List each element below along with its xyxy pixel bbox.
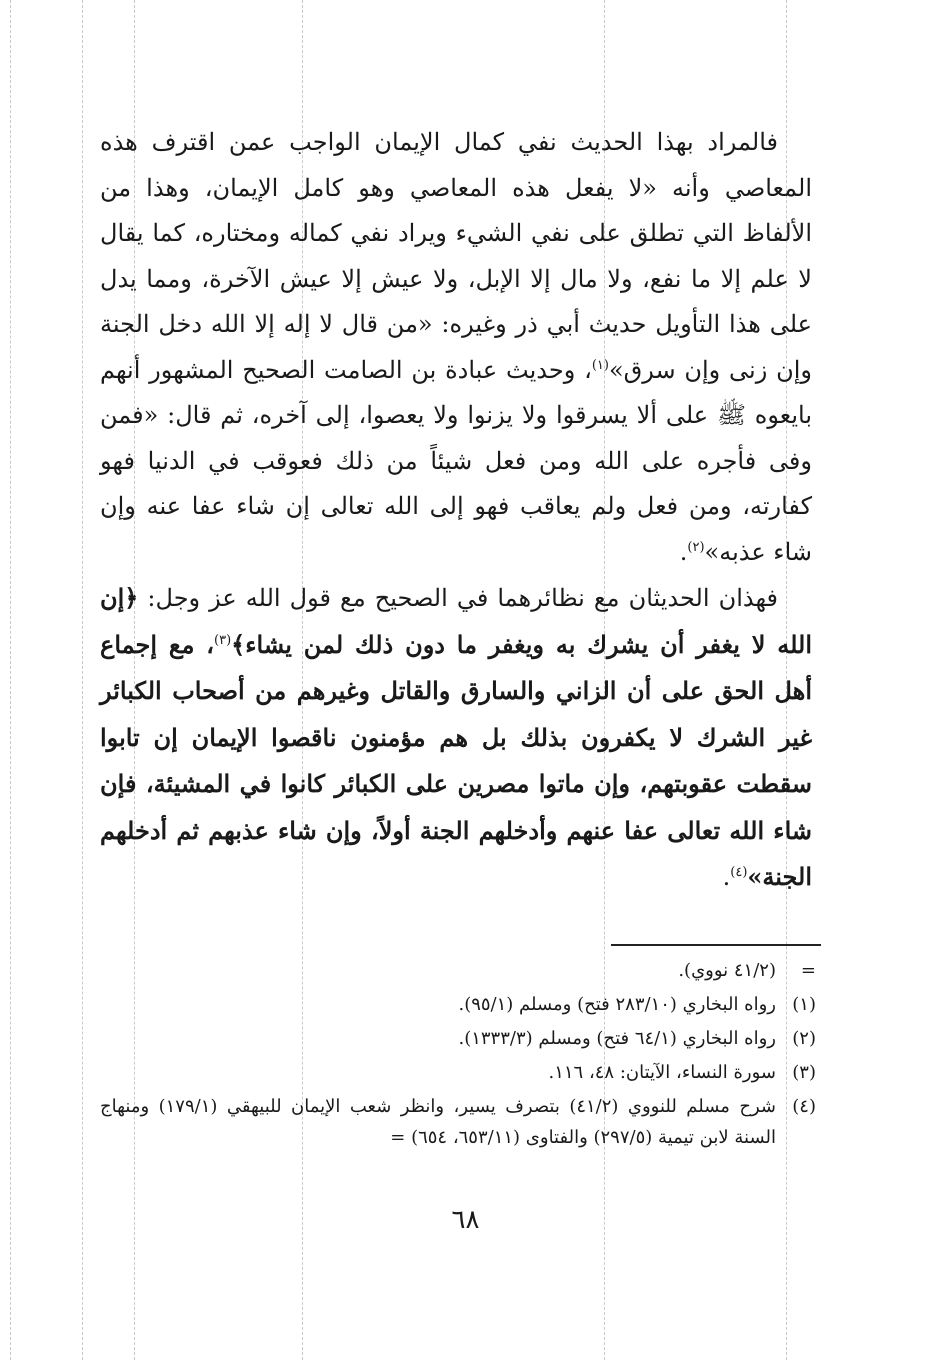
paragraph-text [100,120,812,575]
footnote-ref-3: (٣) [214,632,232,648]
footnotes-section [100,955,816,1156]
body-paragraph-2 [100,575,812,901]
footnote-4 [100,1091,816,1153]
footnote-separator [611,944,821,946]
footnote-continuation [100,955,816,986]
footnote-number: (٤) [792,1096,816,1117]
footnote-number: (١) [792,994,816,1015]
quran-verse: ﴿إن الله لا يغفر أن يشرك به ويغفر ما دون ذلك لمن يشاء﴾ [100,583,812,659]
scan-guide-line [10,0,11,1360]
footnote-ref-4: (٤) [730,865,748,880]
footnote-marker: = [800,960,816,981]
footnote-2 [100,1023,816,1054]
footnote-ref-2: (٢) [687,539,705,555]
footnote-number: (٢) [792,1028,816,1049]
footnote-number: (٣) [792,1062,816,1083]
footnote-text: سورة النساء، الآيتان: ٤٨، ١١٦. [548,1062,776,1083]
footnote-text: رواه البخاري (٢٨٣/١٠ فتح) ومسلم (٩٥/١). [458,994,776,1015]
page-number: ٦٨ [451,1205,480,1235]
paragraph-2-part-1: فهذان الحديثان مع نظائرهما في الصحيح مع قول الله عز وجل: [138,584,778,612]
paragraph-1-end: . [679,537,688,566]
scan-guide-line [82,0,83,1360]
footnote-ref-1: (١) [591,357,609,373]
footnote-text: شرح مسلم للنووي (٤١/٢) بتصرف يسير، وانظر شعب الإيمان للبيهقي (١٧٩/١) ومنهاج السنة لابن تيمية (٢٩٧/٥) والفتاوى (٦٥٣/١١، ٦٥٤) = [100,1096,776,1148]
footnote-text: رواه البخاري (٦٤/١ فتح) ومسلم (١٣٣٣/٣). [458,1028,776,1049]
footnote-3 [100,1057,816,1088]
paragraph-2-bold-quote: ، مع إجماع أهل الحق على أن الزاني والسارق والقاتل وغيرهم من أصحاب الكبائر غير الشرك لا يكفرون بذلك بل هم مؤمنون ناقصوا الإيمان إن تابوا سقطت عقوبتهم، وإن ماتوا مصرين على الكبائر كانوا في المشيئة، فإن شاء الله تعالى عفا عنهم وأدخلهم الجنة أولاً، وإن شاء عذبهم ثم أدخلهم الجنة» [100,629,812,891]
paragraph-2-end: . [722,863,731,891]
paragraph-1-part-1: فالمراد بهذا الحديث نفي كمال الإيمان الواجب عمن اقترف هذه المعاصي وأنه «لا يفعل هذه المعاصي وهو كامل الإيمان، وهذا من الألفاظ التي تطلق على نفي الشيء ويراد نفي كماله ومختاره، كما يقال لا علم إلا ما نفع، ولا مال إلا الإبل، ولا عيش إلا عيش الآخرة، ومما يدل على هذا التأويل حديث أبي ذر وغيره: «من قال لا إله إلا الله دخل الجنة وإن زنى وإن سرق» [100,128,812,384]
paragraph-text [100,575,812,901]
paragraph-1-part-2: ، وحديث عبادة بن الصامت الصحيح المشهور أنهم بايعوه ﷺ على ألا يسرقوا ولا يزنوا ولا يعصوا، إلى آخره، ثم قال: «فمن وفى فأجره على الله ومن فعل شيئاً من ذلك فعوقب في الدنيا فهو كفارته، ومن فعل ولم يعاقب فهو إلى الله تعالى إن شاء عفا عنه وإن شاء عذبه» [100,355,812,566]
footnote-1 [100,989,816,1020]
footnote-text: (٤١/٢ نووي). [678,960,776,981]
body-paragraph-1 [100,120,812,575]
